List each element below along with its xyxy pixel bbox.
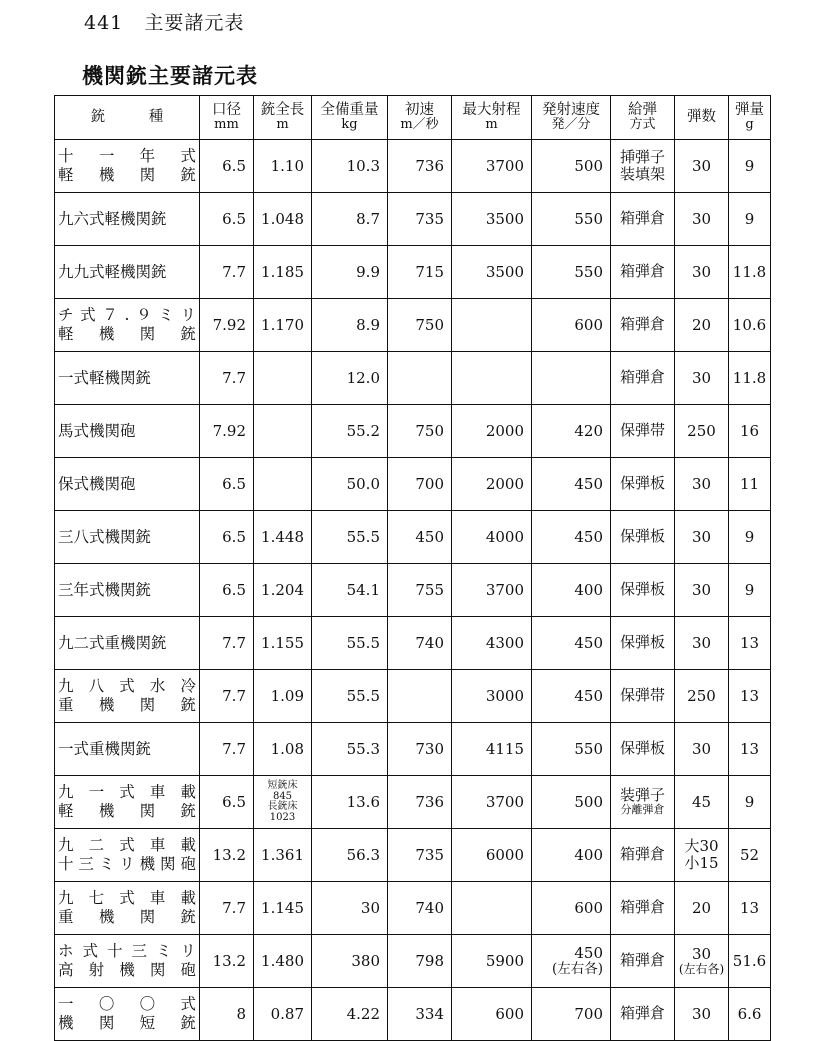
cell-feed-type: [611, 511, 675, 564]
cell-bullet-weight: 11.8: [729, 246, 771, 299]
cell-bullet-weight: 9: [729, 193, 771, 246]
table-row: [55, 511, 771, 564]
cell-velocity: 730: [388, 723, 452, 776]
cell-length: 0.87: [254, 988, 312, 1041]
cell-line: 三年式機関銃: [58, 580, 152, 599]
cell-caliber: 6.5: [200, 140, 254, 193]
cell-velocity: [388, 352, 452, 405]
cell-velocity: 736: [388, 140, 452, 193]
cell-length: 1.170: [254, 299, 312, 352]
table-row: [55, 935, 771, 988]
cell-fire-rate: 550: [532, 723, 611, 776]
table-row: [55, 458, 771, 511]
cell-rounds: 30: [675, 193, 729, 246]
cell-fire-rate: 420: [532, 405, 611, 458]
table-row: [55, 193, 771, 246]
cell-line: 十 一 年 式: [58, 147, 196, 166]
cell-weight: 55.5: [312, 511, 388, 564]
column-header-unit: m: [276, 117, 289, 133]
cell-max-range: [452, 352, 532, 405]
cell-fire-rate: 450: [532, 511, 611, 564]
cell-fire-rate: 600: [532, 882, 611, 935]
cell-length: 1.480: [254, 935, 312, 988]
cell-bullet-weight: 11: [729, 458, 771, 511]
cell-feed-type: [611, 299, 675, 352]
cell-weight: 8.7: [312, 193, 388, 246]
cell-line: 三八式機関銃: [58, 527, 152, 546]
cell-velocity: 334: [388, 988, 452, 1041]
table-row: [55, 617, 771, 670]
cell-line: 分離弾倉: [620, 803, 665, 817]
cell-length: 1.361: [254, 829, 312, 882]
cell-line: 1023: [269, 811, 296, 823]
cell-max-range: 600: [452, 988, 532, 1041]
cell-line: 九二式重機関銃: [58, 633, 167, 652]
cell-caliber: 7.7: [200, 246, 254, 299]
cell-feed-type: [611, 723, 675, 776]
cell-gun-type: [55, 670, 200, 723]
cell-weight: 10.3: [312, 140, 388, 193]
cell-line: 保弾板: [619, 474, 665, 493]
cell-weight: 55.5: [312, 670, 388, 723]
cell-gun-type: [55, 458, 200, 511]
cell-feed-type: [611, 564, 675, 617]
cell-bullet-weight: 16: [729, 405, 771, 458]
cell-line: 九六式軽機関銃: [58, 209, 167, 228]
cell-feed-type: [611, 405, 675, 458]
cell-rounds: 30: [675, 617, 729, 670]
cell-rounds: 20: [675, 299, 729, 352]
cell-velocity: 740: [388, 617, 452, 670]
page-header: [84, 8, 244, 35]
cell-max-range: 3700: [452, 776, 532, 829]
cell-caliber: 6.5: [200, 193, 254, 246]
header-row: [55, 96, 771, 140]
cell-line: 馬式機関砲: [58, 421, 136, 440]
cell-gun-type: [55, 511, 200, 564]
column-header-unit: 方式: [629, 117, 656, 133]
cell-line: 九 八 式 水 冷: [58, 677, 196, 696]
cell-fire-rate: 600: [532, 299, 611, 352]
cell-caliber: 7.7: [200, 352, 254, 405]
cell-fire-rate: 450: [532, 458, 611, 511]
cell-rounds: [675, 829, 729, 882]
cell-fire-rate: [532, 935, 611, 988]
cell-length: 1.185: [254, 246, 312, 299]
table-row: [55, 405, 771, 458]
column-header-feed-type: [611, 96, 675, 140]
cell-length: 1.09: [254, 670, 312, 723]
cell-bullet-weight: 51.6: [729, 935, 771, 988]
cell-rounds: 30: [675, 988, 729, 1041]
cell-weight: 4.22: [312, 988, 388, 1041]
table-row: [55, 776, 771, 829]
column-header-caliber: [200, 96, 254, 140]
cell-fire-rate: 550: [532, 193, 611, 246]
cell-weight: 55.2: [312, 405, 388, 458]
cell-fire-rate: 700: [532, 988, 611, 1041]
column-header-unit: m／秒: [400, 117, 439, 133]
cell-bullet-weight: 9: [729, 511, 771, 564]
page-number: 441: [84, 12, 124, 34]
cell-bullet-weight: 52: [729, 829, 771, 882]
cell-rounds: 30: [675, 246, 729, 299]
cell-gun-type: [55, 564, 200, 617]
cell-max-range: 6000: [452, 829, 532, 882]
cell-length: [254, 405, 312, 458]
cell-caliber: 8: [200, 988, 254, 1041]
column-header-label: 初速: [405, 101, 434, 118]
cell-caliber: 6.5: [200, 458, 254, 511]
cell-weight: 50.0: [312, 458, 388, 511]
column-header-unit: m: [485, 117, 498, 133]
table-row: [55, 670, 771, 723]
cell-length: [254, 352, 312, 405]
cell-gun-type: [55, 193, 200, 246]
cell-weight: 9.9: [312, 246, 388, 299]
cell-line: 小15: [684, 854, 719, 872]
cell-line: 九 一 式 車 載: [58, 783, 196, 802]
cell-caliber: 13.2: [200, 935, 254, 988]
column-header-length: [254, 96, 312, 140]
cell-fire-rate: [532, 352, 611, 405]
table-row: [55, 564, 771, 617]
cell-rounds: 30: [675, 723, 729, 776]
table-row: [55, 299, 771, 352]
cell-line: 装填架: [619, 165, 665, 183]
cell-caliber: 7.7: [200, 670, 254, 723]
cell-line: 九 七 式 車 載: [58, 889, 196, 908]
cell-max-range: 3700: [452, 564, 532, 617]
cell-rounds: [675, 935, 729, 988]
cell-rounds: 30: [675, 458, 729, 511]
cell-line: 450: [574, 944, 603, 963]
table-body: [55, 140, 771, 1041]
cell-weight: 12.0: [312, 352, 388, 405]
cell-fire-rate: 450: [532, 670, 611, 723]
cell-line: 九九式軽機関銃: [58, 262, 167, 281]
cell-line: 装弾子: [619, 786, 665, 805]
cell-line: 一 〇 〇 式: [58, 995, 196, 1014]
cell-line: ホ 式 十 三 ミ リ: [58, 942, 196, 961]
cell-line: 保弾板: [619, 739, 665, 758]
cell-line: 箱弾倉: [619, 898, 665, 917]
cell-caliber: 6.5: [200, 564, 254, 617]
cell-line: 保弾帯: [619, 686, 665, 705]
cell-velocity: [388, 670, 452, 723]
column-header-label: 発射速度: [542, 101, 600, 118]
cell-gun-type: [55, 617, 200, 670]
cell-velocity: 750: [388, 405, 452, 458]
cell-length: [254, 776, 312, 829]
cell-length: 1.08: [254, 723, 312, 776]
cell-rounds: 250: [675, 405, 729, 458]
cell-feed-type: [611, 670, 675, 723]
cell-velocity: 750: [388, 299, 452, 352]
cell-line: 保弾板: [619, 527, 665, 546]
column-header-unit: mm: [214, 117, 239, 133]
cell-bullet-weight: 13: [729, 617, 771, 670]
cell-length: 1.204: [254, 564, 312, 617]
cell-gun-type: [55, 882, 200, 935]
cell-weight: 55.3: [312, 723, 388, 776]
cell-max-range: 2000: [452, 405, 532, 458]
cell-feed-type: [611, 617, 675, 670]
cell-max-range: 3700: [452, 140, 532, 193]
cell-bullet-weight: 13: [729, 723, 771, 776]
cell-weight: 30: [312, 882, 388, 935]
cell-weight: 8.9: [312, 299, 388, 352]
cell-line: 箱弾倉: [619, 262, 665, 281]
column-header-unit: 発／分: [551, 117, 591, 133]
cell-line: 30: [691, 944, 712, 963]
cell-rounds: 30: [675, 140, 729, 193]
column-header-label: 弾数: [687, 108, 716, 125]
table-row: [55, 829, 771, 882]
cell-line: 高 射 機 関 砲: [58, 961, 196, 979]
cell-feed-type: [611, 458, 675, 511]
cell-bullet-weight: 11.8: [729, 352, 771, 405]
table-row: [55, 723, 771, 776]
cell-velocity: 755: [388, 564, 452, 617]
cell-max-range: 4300: [452, 617, 532, 670]
cell-gun-type: [55, 246, 200, 299]
cell-velocity: 450: [388, 511, 452, 564]
cell-feed-type: [611, 193, 675, 246]
cell-line: 十 三 ミ リ 機 関 砲: [58, 855, 196, 873]
cell-fire-rate: 500: [532, 140, 611, 193]
cell-line: 挿弾子: [619, 147, 665, 166]
cell-max-range: 2000: [452, 458, 532, 511]
cell-max-range: 4115: [452, 723, 532, 776]
cell-line: 箱弾倉: [619, 368, 665, 387]
cell-fire-rate: 500: [532, 776, 611, 829]
cell-line: 軽 機 関 銃: [58, 166, 196, 184]
cell-gun-type: [55, 723, 200, 776]
column-header-label: 最大射程: [462, 101, 521, 118]
cell-line: 保弾板: [619, 633, 665, 652]
cell-max-range: 4000: [452, 511, 532, 564]
table-row: [55, 352, 771, 405]
cell-caliber: 6.5: [200, 776, 254, 829]
cell-velocity: 700: [388, 458, 452, 511]
cell-max-range: 3000: [452, 670, 532, 723]
cell-feed-type: [611, 246, 675, 299]
cell-bullet-weight: 9: [729, 564, 771, 617]
column-header-rounds: [675, 96, 729, 140]
cell-weight: 54.1: [312, 564, 388, 617]
cell-max-range: 3500: [452, 246, 532, 299]
cell-feed-type: [611, 140, 675, 193]
cell-feed-type: [611, 988, 675, 1041]
cell-line: 大30: [684, 837, 719, 856]
column-header-velocity: [388, 96, 452, 140]
cell-velocity: 715: [388, 246, 452, 299]
column-header-bullet-weight: [729, 96, 771, 140]
cell-caliber: 6.5: [200, 511, 254, 564]
cell-velocity: 798: [388, 935, 452, 988]
column-header-label: 弾量: [735, 101, 764, 118]
cell-weight: 380: [312, 935, 388, 988]
cell-gun-type: [55, 140, 200, 193]
column-header-label: 給弾: [628, 101, 657, 118]
cell-caliber: 7.92: [200, 405, 254, 458]
cell-bullet-weight: 13: [729, 670, 771, 723]
cell-bullet-weight: 9: [729, 776, 771, 829]
cell-caliber: 7.7: [200, 617, 254, 670]
cell-gun-type: [55, 988, 200, 1041]
cell-fire-rate: 550: [532, 246, 611, 299]
cell-line: 短銃床: [267, 780, 298, 791]
cell-rounds: 20: [675, 882, 729, 935]
cell-gun-type: [55, 935, 200, 988]
cell-caliber: 7.92: [200, 299, 254, 352]
cell-line: 保弾帯: [619, 421, 665, 440]
cell-rounds: 45: [675, 776, 729, 829]
cell-caliber: 13.2: [200, 829, 254, 882]
cell-length: 1.10: [254, 140, 312, 193]
column-header-gun-type: [55, 96, 200, 140]
column-header-label: 銃 種: [90, 108, 164, 125]
cell-feed-type: [611, 352, 675, 405]
column-header-label: 銃全長: [260, 101, 305, 118]
cell-line: 長銃床: [267, 801, 298, 812]
table-title: 機関銃主要諸元表: [82, 64, 258, 88]
cell-feed-type: [611, 776, 675, 829]
cell-weight: 55.5: [312, 617, 388, 670]
cell-rounds: 30: [675, 564, 729, 617]
cell-line: 保弾板: [619, 580, 665, 599]
table-row: [55, 246, 771, 299]
cell-bullet-weight: 6.6: [729, 988, 771, 1041]
cell-velocity: 735: [388, 829, 452, 882]
column-header-weight: [312, 96, 388, 140]
column-header-max-range: [452, 96, 532, 140]
cell-feed-type: [611, 829, 675, 882]
cell-caliber: 7.7: [200, 723, 254, 776]
cell-velocity: 735: [388, 193, 452, 246]
cell-max-range: [452, 299, 532, 352]
page-running-title: 主要諸元表: [144, 12, 245, 34]
cell-line: 九 二 式 車 載: [58, 836, 196, 855]
cell-weight: 56.3: [312, 829, 388, 882]
cell-line: 845: [272, 790, 293, 802]
cell-max-range: 5900: [452, 935, 532, 988]
cell-max-range: 3500: [452, 193, 532, 246]
cell-velocity: 740: [388, 882, 452, 935]
cell-rounds: 30: [675, 352, 729, 405]
cell-line: (左右各): [551, 960, 603, 977]
cell-feed-type: [611, 882, 675, 935]
cell-line: 重 機 関 銃: [58, 696, 196, 714]
cell-gun-type: [55, 776, 200, 829]
cell-line: (左右各): [678, 961, 725, 976]
cell-line: 箱弾倉: [619, 845, 665, 864]
machine-gun-specs-table: [54, 95, 771, 1041]
cell-line: 重 機 関 銃: [58, 908, 196, 926]
cell-line: チ 式 ７ . ９ ミ リ: [58, 306, 196, 325]
cell-fire-rate: 400: [532, 564, 611, 617]
cell-bullet-weight: 10.6: [729, 299, 771, 352]
cell-line: 箱弾倉: [619, 951, 665, 970]
cell-line: 箱弾倉: [619, 209, 665, 228]
cell-length: 1.048: [254, 193, 312, 246]
cell-line: 機 関 短 銃: [58, 1014, 196, 1032]
cell-line: 軽 機 関 銃: [58, 802, 196, 820]
cell-line: 箱弾倉: [619, 1004, 665, 1023]
table-header: [55, 96, 771, 140]
column-header-unit: g: [745, 117, 754, 133]
cell-fire-rate: 400: [532, 829, 611, 882]
column-header-unit: kg: [341, 117, 358, 133]
cell-gun-type: [55, 299, 200, 352]
cell-line: 保式機関砲: [58, 474, 136, 493]
cell-line: 一式軽機関銃: [58, 368, 152, 387]
cell-velocity: 736: [388, 776, 452, 829]
cell-rounds: 250: [675, 670, 729, 723]
cell-bullet-weight: 13: [729, 882, 771, 935]
column-header-label: 全備重量: [320, 101, 379, 118]
cell-bullet-weight: 9: [729, 140, 771, 193]
cell-gun-type: [55, 405, 200, 458]
cell-length: [254, 458, 312, 511]
table-row: [55, 882, 771, 935]
cell-gun-type: [55, 352, 200, 405]
cell-length: 1.155: [254, 617, 312, 670]
column-header-label: 口径: [212, 101, 241, 118]
cell-caliber: 7.7: [200, 882, 254, 935]
cell-rounds: 30: [675, 511, 729, 564]
cell-line: 軽 機 関 銃: [58, 325, 196, 343]
table-row: [55, 988, 771, 1041]
column-header-fire-rate: [532, 96, 611, 140]
cell-length: 1.145: [254, 882, 312, 935]
cell-line: 一式重機関銃: [58, 739, 152, 758]
cell-fire-rate: 450: [532, 617, 611, 670]
cell-gun-type: [55, 829, 200, 882]
cell-weight: 13.6: [312, 776, 388, 829]
cell-line: 箱弾倉: [619, 315, 665, 334]
cell-max-range: [452, 882, 532, 935]
table-row: [55, 140, 771, 193]
cell-length: 1.448: [254, 511, 312, 564]
cell-feed-type: [611, 935, 675, 988]
